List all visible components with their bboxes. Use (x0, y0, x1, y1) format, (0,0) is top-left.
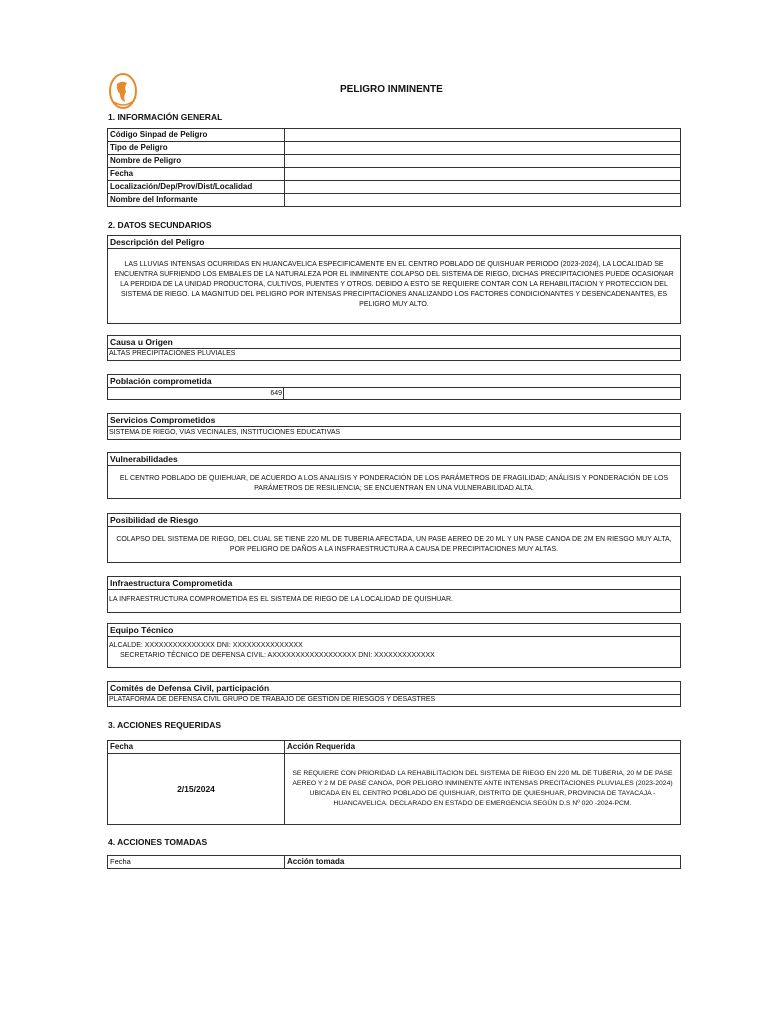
poblacion-box (107, 374, 681, 400)
requerida-fecha: 2/15/2024 (108, 754, 285, 825)
label-informante: Nombre del Informante (108, 194, 285, 207)
causa-text: ALTAS PRECIPITACIONES PLUVIALES (109, 350, 236, 357)
vulnerabilidades-label: Vulnerabilidades (108, 453, 680, 466)
general-info-table (107, 128, 681, 207)
poblacion-value: 649 (108, 388, 284, 400)
col-fecha: Fecha (108, 741, 285, 754)
vulnerabilidades-box (107, 452, 681, 499)
servicios-text: SISTEMA DE RIEGO, VIAS VECINALES, INSTITUCIONES EDUCATIVAS (109, 429, 341, 436)
equipo-label: Equipo Técnico (108, 624, 680, 637)
riesgo-box (107, 513, 681, 563)
value-informante[interactable] (285, 194, 681, 207)
table-row (108, 741, 681, 754)
comites-box (107, 681, 681, 707)
table-row (108, 856, 681, 869)
infraestructura-text: LA INFRAESTRUCTURA COMPROMETIDA ES EL SISTEMA DE RIEGO DE LA LOCALIDAD DE QUISHUAR. (109, 596, 453, 603)
servicios-box (107, 413, 681, 440)
acciones-tomadas-table (107, 855, 681, 869)
causa-label: Causa u Origen (108, 336, 680, 349)
riesgo-text: COLAPSO DEL SISTEMA DE RIEGO, DEL CUAL SE TIENE 220 ML DE TUBERIA AFECTADA, UN PASE AEREO DE 20 ML Y UN PASE CANOA DE 2M EN RIESGO MUY ALTA, POR PELIGRO DE DAÑOS A LA INSFRAESTRUCTURA A CAUSA DE PRECIPITACIONES MUY ALTAS. (116, 536, 672, 553)
section-title-requeridas: 3. ACCIONES REQUERIDAS (108, 720, 222, 730)
label-codigo: Código Sinpad de Peligro (108, 129, 285, 142)
col-tomada-fecha: Fecha (108, 856, 285, 869)
infraestructura-label: Infraestructura Comprometida (108, 577, 680, 590)
descripcion-label: Descripción del Peligro (108, 236, 680, 249)
table-row (108, 181, 681, 194)
section-title-secundarios: 2. DATOS SECUNDARIOS (108, 220, 212, 230)
table-row (108, 155, 681, 168)
poblacion-label: Población comprometida (108, 375, 680, 388)
acciones-requeridas-table (107, 740, 681, 825)
value-fecha[interactable] (285, 168, 681, 181)
riesgo-label: Posibilidad de Riesgo (108, 514, 680, 527)
table-row (108, 194, 681, 207)
label-nombre: Nombre de Peligro (108, 155, 285, 168)
table-row (108, 129, 681, 142)
value-codigo[interactable] (285, 129, 681, 142)
infraestructura-box (107, 576, 681, 613)
col-accion-requerida: Acción Requerida (285, 741, 681, 754)
requerida-texto: SE REQUIERE CON PRIORIDAD LA REHABILITACION DEL SISTEMA DE RIEGO EN 220 ML DE TUBERIA, 20 M DE PASE AEREO Y 2 M DE PASE CANOA, POR PELIGRO INMINENTE ANTE INTENSAS PRECITACIONES PLUVIALES (2023-2024) UBICADA EN EL CENTRO POBLADO DE QUISHUAR, DISTRITO DE QUIESHUAR, PROVINCIA DE TAYACAJA -HUANCAVELICA. DECLARADO EN ESTADO DE EMERGENCIA SEGÚN D.S Nº 020 -2024-PCM. (285, 754, 681, 825)
vulnerabilidades-text: EL CENTRO POBLADO DE QUIEHUAR, DE ACUERDO A LOS ANALISIS Y PONDERACIÓN DE LOS PARÁMETROS DE FRAGILIDAD; ANÁLISIS Y PONDERACIÓN DE LOS PARÁMETROS DE RESILIENCIA; SE ENCUENTRAN EN UNA VULNERABILIDAD ALTA. (119, 475, 669, 492)
equipo-secretario: SECRETARIO TÉCNICO DE DEFENSA CIVIL: AXXXXXXXXXXXXXXXXXX DNI: XXXXXXXXXXXXX (120, 652, 435, 659)
descripcion-text: LAS LLUVIAS INTENSAS OCURRIDAS EN HUANCAVELICA ESPECIFICAMENTE EN EL CENTRO POBLADO DE QUISHUAR PERIODO (2023-2024), LA LOCALIDAD SE ENCUENTRA SUFRIENDO LOS EMBALES DE LA NATURALEZA POR EL INMINENTE COLAPSO DEL SISTEMA DE RIEGO, DICHAS PRECIPITACIONES PUEDE OCASIONAR LA PERDIDA DE LA UNIDAD PRODUCTORA, CULTIVOS, PUENTES Y OTROS. DEBIDO A ESTO SE REQUIERE CONTAR CON LA REHABILITACION Y PROTECCION DEL SISTEMA DE RIEGO. LA MAGNITUD DEL PELIGRO POR INTENSAS PRECIPITACIONES ANALIZANDO LOS FACTORES CONDICIONANTES Y DESENCADENANTES, ES PELIGRO MUY ALTO. (114, 261, 674, 308)
label-localizacion: Localización/Dep/Prov/Dist/Localidad (108, 181, 285, 194)
value-localizacion[interactable] (285, 181, 681, 194)
value-nombre[interactable] (285, 155, 681, 168)
section-title-tomadas: 4. ACCIONES TOMADAS (108, 837, 208, 847)
table-row (108, 168, 681, 181)
equipo-alcalde: ALCALDE: XXXXXXXXXXXXXXX DNI: XXXXXXXXXXXXXXX (109, 642, 303, 649)
servicios-label: Servicios Comprometidos (108, 414, 680, 427)
section-title-general: 1. INFORMACIÓN GENERAL (108, 112, 223, 122)
comites-label: Comités de Defensa Civil, participación (108, 682, 680, 695)
descripcion-box (107, 235, 681, 324)
label-tipo: Tipo de Peligro (108, 142, 285, 155)
table-row (108, 754, 681, 825)
logo-icon (108, 72, 138, 112)
page-title: PELIGRO INMINENTE (340, 84, 443, 95)
causa-box (107, 335, 681, 361)
value-tipo[interactable] (285, 142, 681, 155)
table-row (108, 142, 681, 155)
comites-text: PLATAFORMA DE DEFENSA CIVIL GRUPO DE TRABAJO DE GESTION DE RIESGOS Y DESASTRES (109, 696, 436, 703)
col-accion-tomada: Acción tomada (285, 856, 681, 869)
equipo-box (107, 623, 681, 668)
label-fecha: Fecha (108, 168, 285, 181)
